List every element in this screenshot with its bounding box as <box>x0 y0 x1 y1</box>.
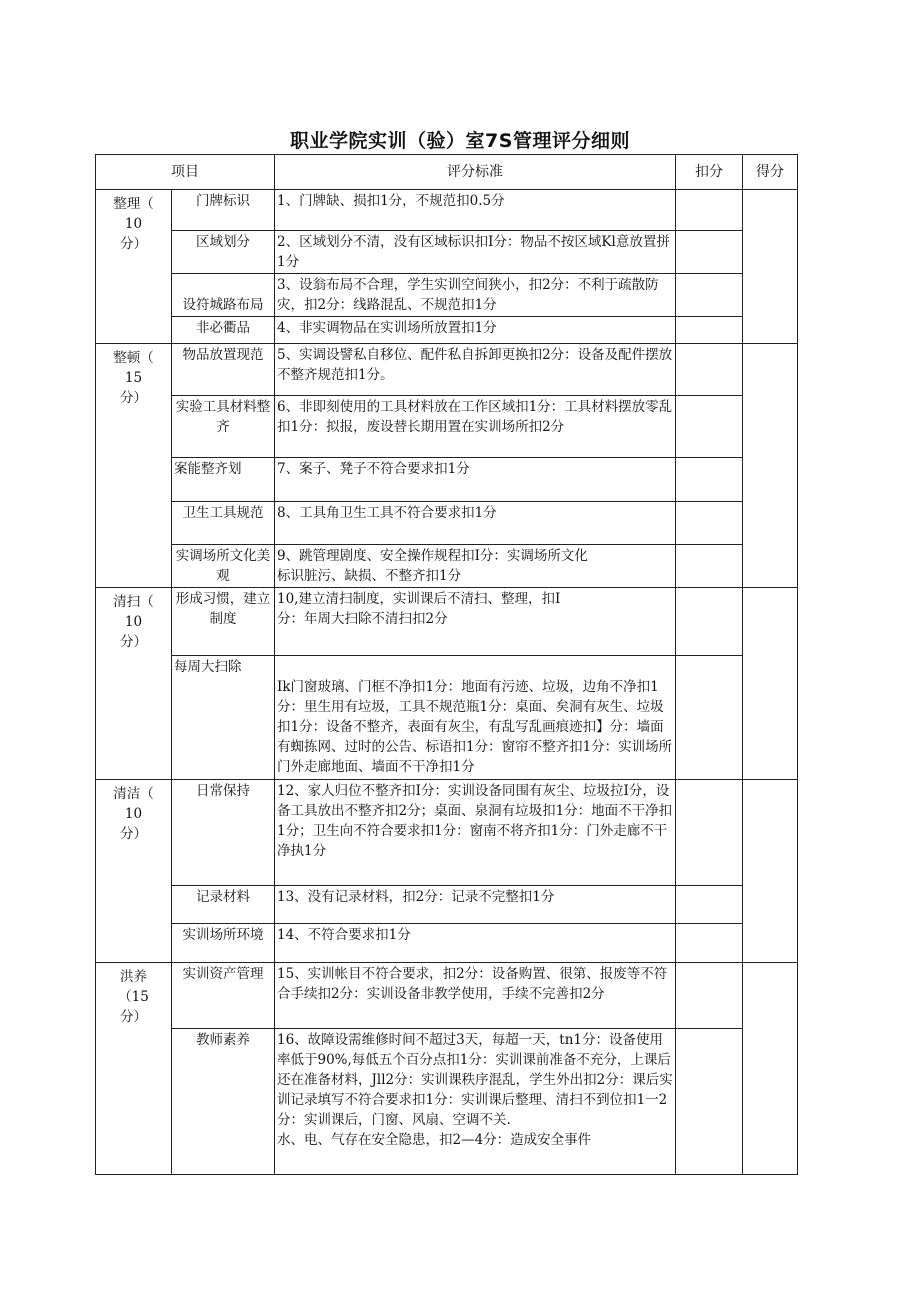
item-cell: 实训场所环境 <box>172 924 275 963</box>
category-name: 整顿（ <box>113 350 154 366</box>
score-cell[interactable] <box>743 190 798 344</box>
score-cell[interactable] <box>743 963 798 1175</box>
table-row <box>96 190 798 231</box>
deduct-cell[interactable] <box>676 780 743 886</box>
table-row <box>96 588 798 656</box>
item-cell: 案能整齐划 <box>172 458 275 502</box>
table-row <box>96 274 798 317</box>
deduct-cell[interactable] <box>676 231 743 274</box>
criteria-cell: 12、家人归位不整齐扣I分：实训设备同围有灰尘、垃圾拉I分，设备工具放出不整齐扣2分；桌面、泉洞有垃圾扣1分：地面不干净扣1分；卫生向不符合要求扣1分：窗南不将齐扣1分：门外走廊不干净执1分 <box>275 780 676 886</box>
category-name: 洪养 <box>120 969 147 985</box>
table-row <box>96 656 798 780</box>
item-cell: 教师素养 <box>172 1029 275 1175</box>
criteria-cell: 14、不符合要求扣1分 <box>275 924 676 963</box>
criteria-cell <box>275 1029 676 1175</box>
item-cell: 门牌标识 <box>172 190 275 231</box>
header-score: 得分 <box>743 155 798 190</box>
criteria-line: 标识脏污、缺损、不整齐扣1分 <box>277 568 462 584</box>
category-unit: 分） <box>120 634 147 650</box>
item-cell: 每周大扫除 <box>172 656 275 780</box>
category-weight: 15 <box>124 370 143 386</box>
scoring-table <box>95 154 798 1175</box>
criteria-cell: 4、非实调物品在实训场所放置扣1分 <box>275 317 676 344</box>
item-cell: 实调场所文化美观 <box>172 545 275 588</box>
item-cell: 设符城路布局 <box>172 274 275 317</box>
criteria-cell <box>275 545 676 588</box>
header-standard: 评分标准 <box>275 155 676 190</box>
criteria-cell: 8、工具角卫生工具不符合要求扣1分 <box>275 502 676 545</box>
criteria-line: 10,建立清扫制度，实训课后不清扫、整理，扣I <box>277 591 561 607</box>
score-cell[interactable] <box>743 780 798 963</box>
deduct-cell[interactable] <box>676 1029 743 1175</box>
criteria-cell: 2、区域划分不清，没有区域标识扣I分：物品不按区域Kl意放置拼1分 <box>275 231 676 274</box>
item-cell: 记录材料 <box>172 886 275 924</box>
category-cell <box>96 780 172 963</box>
category-cell <box>96 344 172 588</box>
criteria-line: 分：年周大扫除不清扫扣2分 <box>277 611 448 627</box>
category-name: 清扫（ <box>113 594 154 610</box>
category-weight: 10 <box>124 614 143 630</box>
category-unit: 分） <box>120 826 147 842</box>
criteria-cell: 5、实调设譬私自移位、配件私自拆卸更换扣2分：设备及配件摆放不整齐规范扣1分。 <box>275 344 676 396</box>
score-cell[interactable] <box>743 588 798 780</box>
item-cell: 形成习惯，建立制度 <box>172 588 275 656</box>
table-row <box>96 344 798 396</box>
criteria-line: Ik门窗玻璃、门框不净扣1分：地面有污迹、垃圾，边角不净扣1分：里生用有垃圾，工具不规范瓶1分：桌面、矣洞有灰生、垃圾扣1分：设备不整齐，表面有灰尘，有乱写乱画痕迹扣】分：墙面有蜘拣网、过时的公告、标语扣1分：窗帘不整齐扣1分：实训场所门外走廊地面、墙面不干净扣1分 <box>277 679 673 775</box>
table-row <box>96 458 798 502</box>
header-project: 项目 <box>96 155 275 190</box>
criteria-cell: 7、案子、凳子不符合要求扣1分 <box>275 458 676 502</box>
deduct-cell[interactable] <box>676 656 743 780</box>
page-title: 职业学院实训（验）室7S管理评分细则 <box>290 130 630 152</box>
header-deduct: 扣分 <box>676 155 743 190</box>
deduct-cell[interactable] <box>676 502 743 545</box>
table-row <box>96 780 798 886</box>
item-cell: 实训资产管理 <box>172 963 275 1029</box>
item-cell: 物品放置现范 <box>172 344 275 396</box>
category-cell <box>96 963 172 1175</box>
criteria-cell: 15、实训帐目不符合要求，扣2分：设备购置、很第、报废等不符合手续扣2分：实训设备非教学使用，手续不完善扣2分 <box>275 963 676 1029</box>
category-cell <box>96 588 172 780</box>
category-weight: 10 <box>124 216 143 232</box>
deduct-cell[interactable] <box>676 545 743 588</box>
table-row <box>96 886 798 924</box>
criteria-cell <box>275 588 676 656</box>
category-cell <box>96 190 172 344</box>
category-unit: 分） <box>120 236 147 252</box>
category-unit: 分） <box>120 390 147 406</box>
category-weight: 10 <box>124 806 143 822</box>
criteria-cell: 1、门牌缺、损扣1分，不规范扣0.5分 <box>275 190 676 231</box>
table-row <box>96 924 798 963</box>
item-cell: 区域划分 <box>172 231 275 274</box>
header-row <box>96 155 798 190</box>
item-cell: 实验工具材料整齐 <box>172 396 275 458</box>
table-row <box>96 396 798 458</box>
criteria-cell <box>275 656 676 780</box>
criteria-cell: 3、设翁布局不合理，学生实训空间狭小，扣2分：不利于疏散防灾，扣2分：线路混乱、不规范扣1分 <box>275 274 676 317</box>
table-row <box>96 231 798 274</box>
item-cell: 日常保持 <box>172 780 275 886</box>
deduct-cell[interactable] <box>676 588 743 656</box>
criteria-line: 9、跳管理剧度、安全操作规程扣I分：实调场所文化 <box>277 548 588 564</box>
category-weight: （15 <box>118 989 149 1005</box>
deduct-cell[interactable] <box>676 190 743 231</box>
table-row <box>96 1029 798 1175</box>
deduct-cell[interactable] <box>676 924 743 963</box>
item-cell: 卫生工具规范 <box>172 502 275 545</box>
criteria-cell: 13、没有记录材料，扣2分：记录不完整扣1分 <box>275 886 676 924</box>
criteria-line <box>277 657 673 677</box>
deduct-cell[interactable] <box>676 886 743 924</box>
criteria-cell: 6、非即刻使用的工具材料放在工作区域扣1分：工具材料摆放零乱扣1分：拟报，废设替长期用置在实训场所扣2分 <box>275 396 676 458</box>
table-row <box>96 502 798 545</box>
deduct-cell[interactable] <box>676 317 743 344</box>
item-cell: 非必衢品 <box>172 317 275 344</box>
table-row <box>96 317 798 344</box>
category-name: 清洁（ <box>113 786 154 802</box>
deduct-cell[interactable] <box>676 963 743 1029</box>
deduct-cell[interactable] <box>676 274 743 317</box>
table-row <box>96 963 798 1029</box>
deduct-cell[interactable] <box>676 396 743 458</box>
deduct-cell[interactable] <box>676 458 743 502</box>
criteria-line: 16、故障设需维修时间不超过3天，每超一天，tn1分：设备使用率低于90%,每低五个百分点扣1分：实训课前准备不充分，上课后还在准备材料，Jll2分：实训课秩序混乱，学生外出扣2分：课后实训记录填写不符合要求扣1分：实训课后整理、清扫不到位扣1一2分：实训课后，门窗、风扇、空调不关. <box>277 1032 673 1128</box>
criteria-line: 水、电、气存在安全隐患，扣2—4分：造成安全事件 <box>277 1132 592 1148</box>
score-cell[interactable] <box>743 344 798 588</box>
category-name: 整理（ <box>113 196 154 212</box>
category-unit: 分） <box>120 1009 147 1025</box>
table-row <box>96 545 798 588</box>
deduct-cell[interactable] <box>676 344 743 396</box>
